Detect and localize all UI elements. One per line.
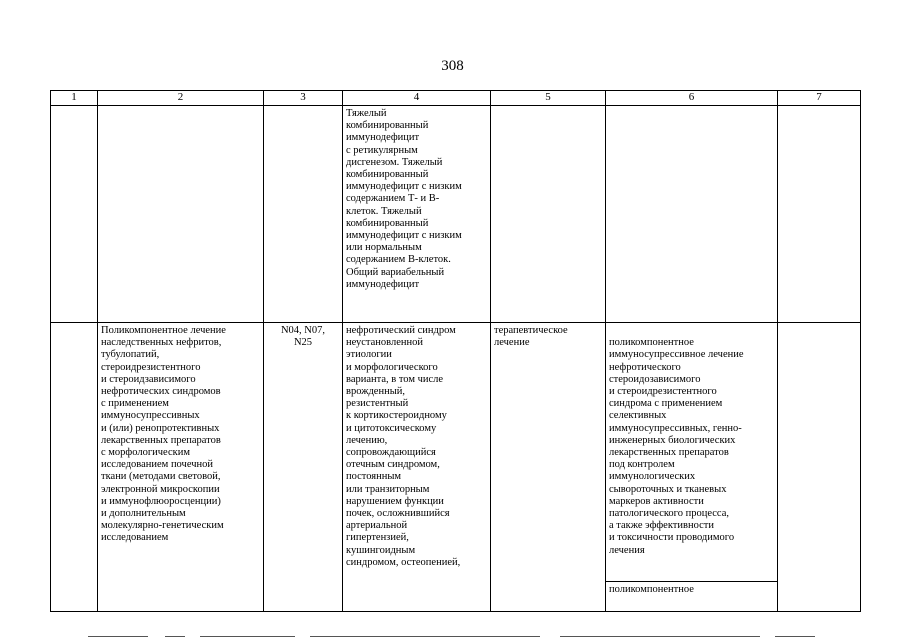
table-row — [51, 106, 861, 323]
row-number-cell — [51, 323, 98, 612]
diagnosis-cell: Тяжелый комбинированный иммунодефицит с ретикулярным дисгенезом. Тяжелый комбинированный иммунодефицит с низким содержанием Т- и В- клеток. Тяжелый комбинированный иммунодефицит с низким или нормальным содержанием В-клеток. Общий вариабельный иммунодефицит — [343, 106, 491, 323]
column-header: 4 — [343, 91, 491, 106]
treatment-profile-cell: Поликомпонентное лечение наследственных нефритов, тубулопатий, стероидрезистентного и стероидзависимого нефротических синдромов с применением иммуносупрессивных и (или) ренопротективных лекарственных препаратов с морфологическим исследованием почечной ткани (методами световой, электронной микроскопии и иммунофлюоросценции) и дополнительным молекулярно-генетическим исследованием — [98, 323, 264, 612]
treatment-type-cell — [491, 106, 606, 323]
services-table — [50, 90, 861, 612]
column-header: 7 — [778, 91, 861, 106]
column-header: 1 — [51, 91, 98, 106]
page-number: 308 — [441, 58, 464, 74]
treatment-profile-cell — [98, 106, 264, 323]
column-header: 5 — [491, 91, 606, 106]
column-header: 3 — [264, 91, 343, 106]
column-header: 6 — [606, 91, 778, 106]
treatment-method-cell — [606, 323, 778, 612]
row-number-cell — [51, 106, 98, 323]
column-header: 2 — [98, 91, 264, 106]
treatment-type-cell: терапевтическое лечение — [491, 323, 606, 612]
treatment-method-text: поликомпонентное иммуносупрессивное лечение нефротического стероидозависимого и стероидрезистентного синдрома с применением селективных иммуносупрессивных, генно- инженерных биологических лекарственных препаратов под контролем иммунологических сывороточных и тканевых маркеров активности патологического процесса, а также эффективности и токсичности проводимого лечения — [609, 337, 744, 556]
table-header-row — [51, 91, 861, 106]
icd-code-cell — [264, 106, 343, 323]
standard-cell — [778, 106, 861, 323]
treatment-method-cell — [606, 106, 778, 323]
table-row — [51, 323, 861, 612]
standard-cell — [778, 323, 861, 612]
icd-code-cell: N04, N07, N25 — [264, 323, 343, 612]
footer-rule — [0, 636, 905, 640]
diagnosis-cell: нефротический синдром неустановленной этиологии и морфологического варианта, в том числе врожденный, резистентный к кортикостероидному и цитотоксическому лечению, сопровождающийся отечным синдромом, постоянным или транзиторным нарушением функции почек, осложнившийся артериальной гипертензией, кушингоидным синдромом, остеопенией, — [343, 323, 491, 612]
treatment-method-continued: поликомпонентное — [606, 581, 777, 598]
